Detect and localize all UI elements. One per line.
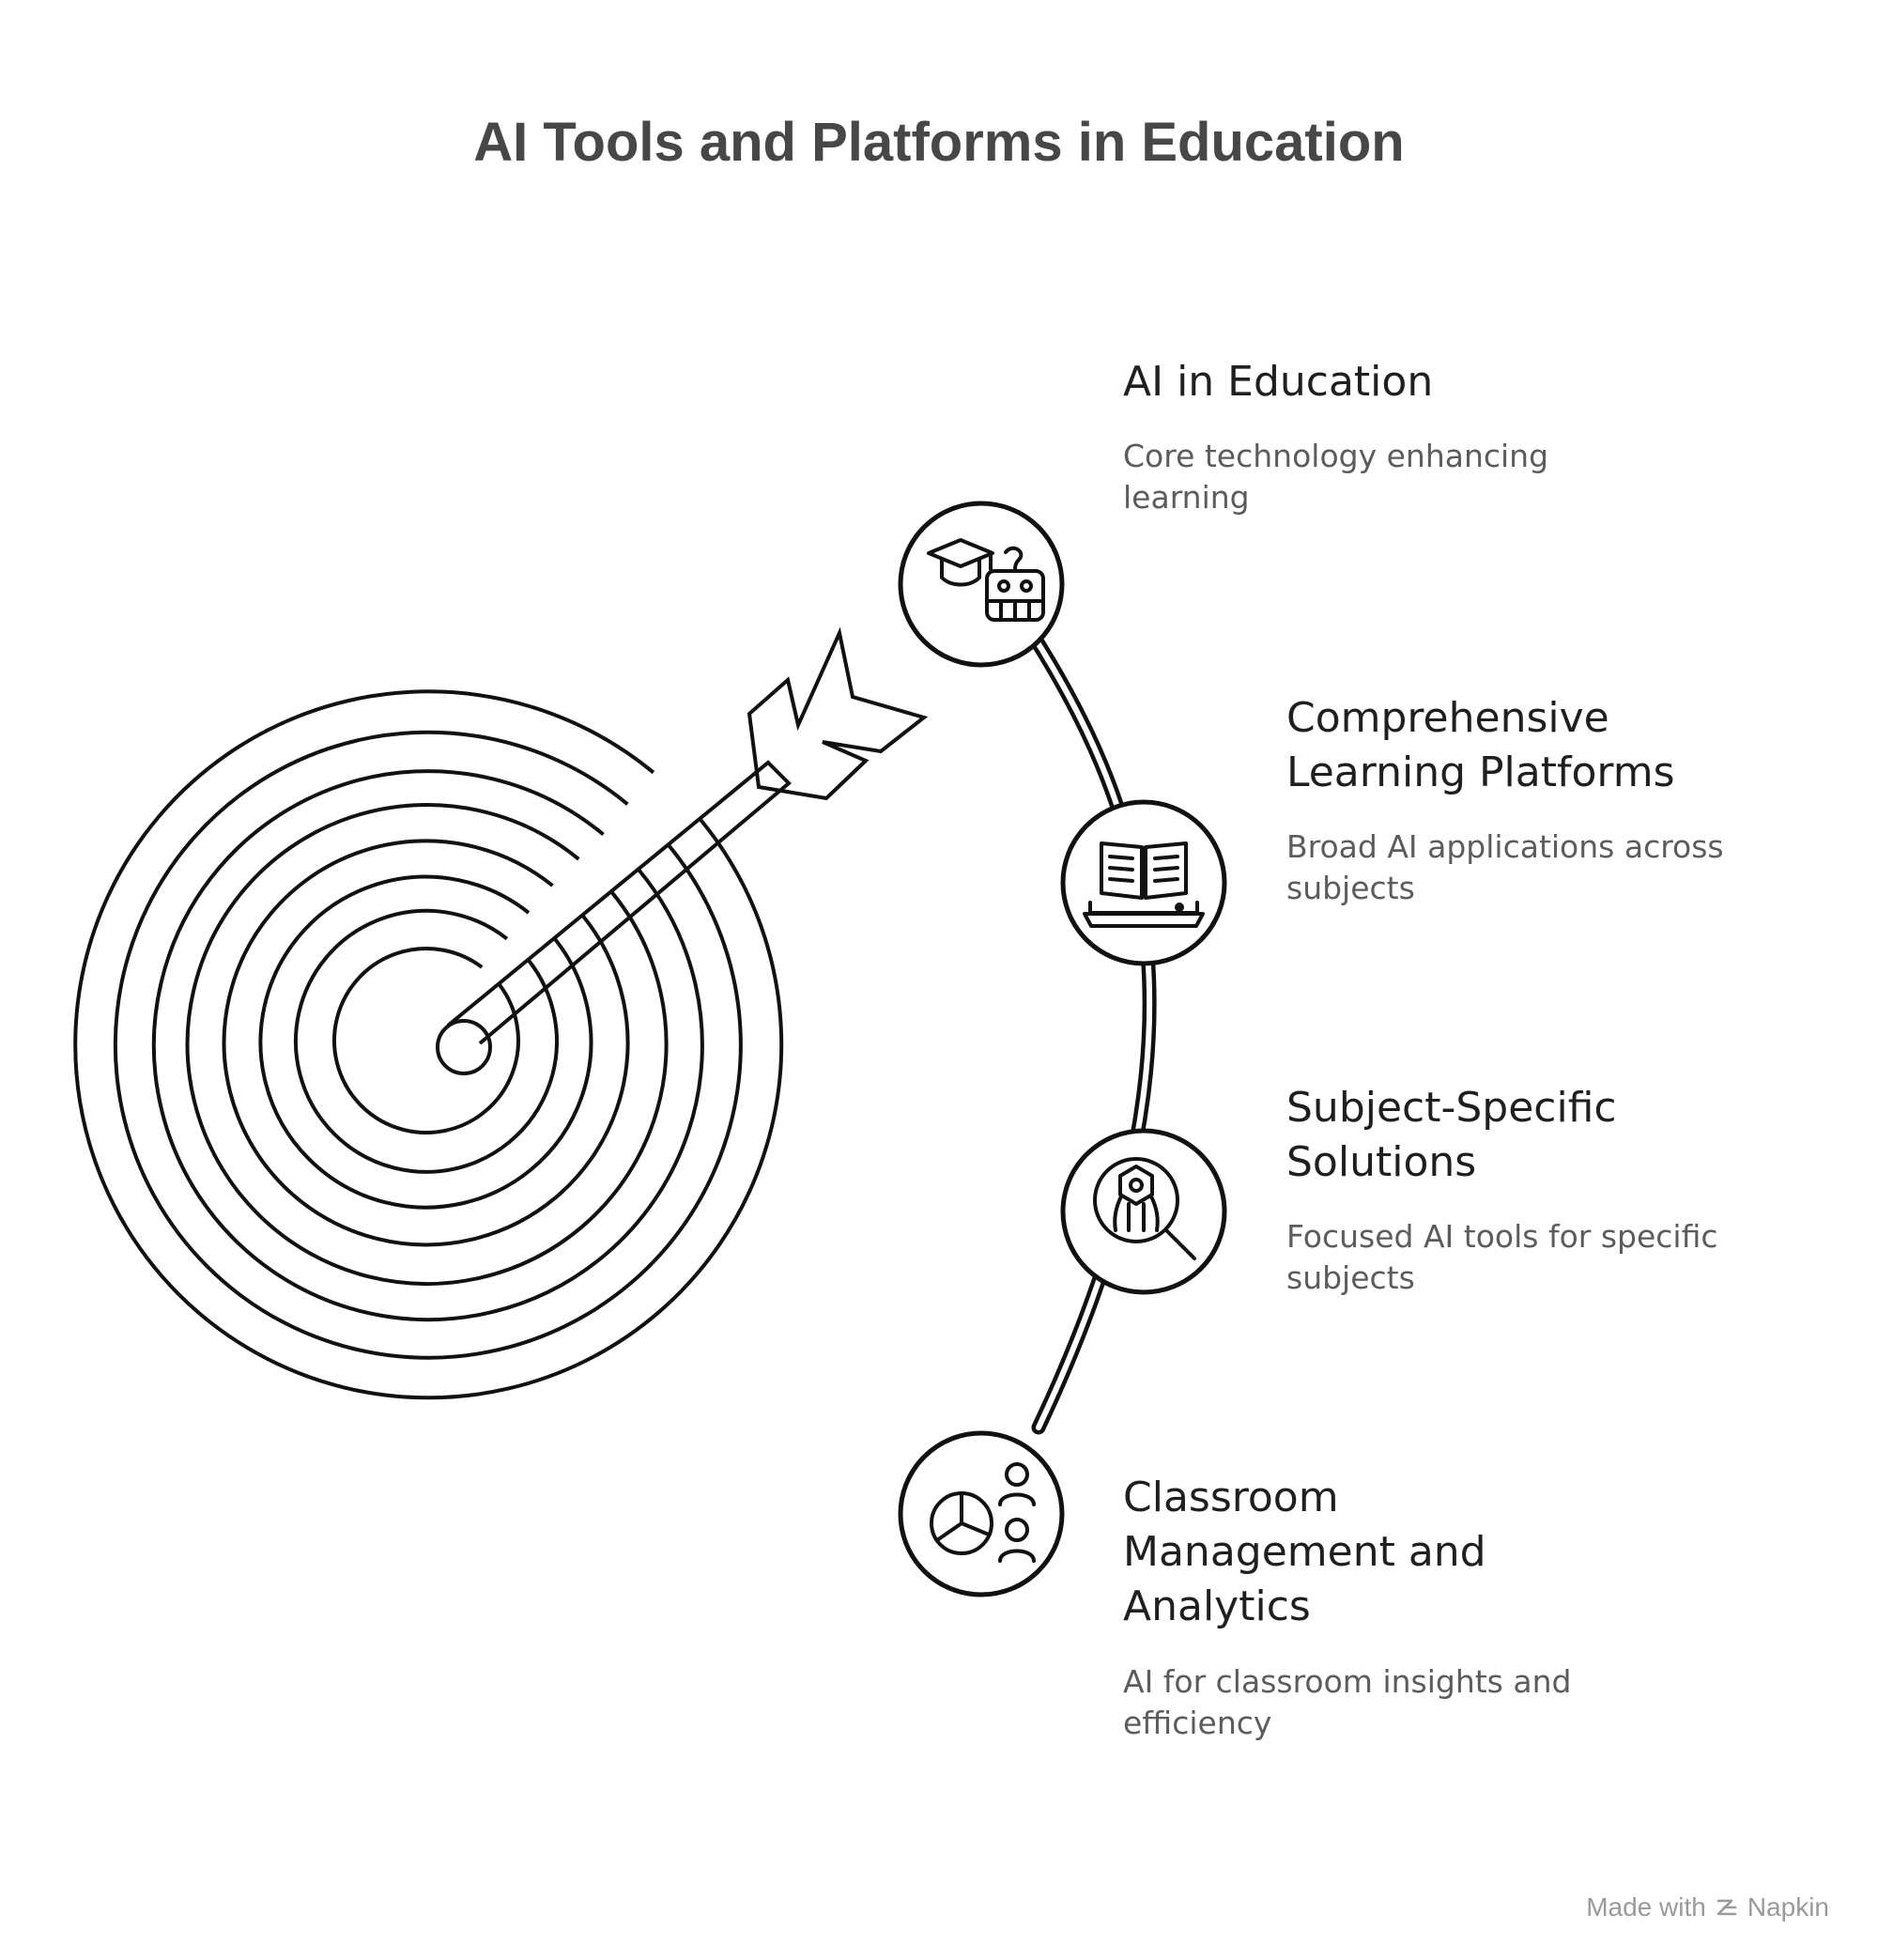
node-subject-specific-solutions (1063, 1131, 1224, 1292)
node-classroom-management-analytics (901, 1433, 1062, 1595)
item-description-comprehensive-learning-platforms: Broad AI applications across subjects (1286, 828, 1724, 906)
item-title-subject-specific-solutions: Subject-Specific Solutions (1286, 1084, 1617, 1186)
footer-attribution (1586, 1892, 1829, 1922)
item-description-classroom-management-analytics: AI for classroom insights and efficiency (1123, 1663, 1572, 1741)
napkin-brand-label: Napkin (1747, 1892, 1829, 1921)
target-ring-6 (260, 877, 591, 1208)
target-ring-2 (115, 733, 741, 1358)
node-ai-in-education (901, 503, 1062, 665)
made-with-label: Made with (1586, 1892, 1706, 1921)
target-ring-5 (224, 841, 628, 1244)
item-description-ai-in-education: Core technology enhancing learning (1123, 438, 1549, 516)
node-comprehensive-learning-platforms (1063, 802, 1224, 964)
arrow-fletching (749, 633, 924, 798)
diagram-title: AI Tools and Platforms in Education (473, 112, 1405, 173)
item-title-ai-in-education: AI in Education (1123, 358, 1434, 406)
arrow-icon (448, 633, 924, 1043)
target-ring-3 (154, 771, 702, 1320)
item-title-classroom-management-analytics: Classroom Management and Analytics (1123, 1474, 1486, 1630)
target-ring-1 (75, 691, 781, 1397)
target-bullseye (438, 1021, 490, 1073)
napkin-logo-icon (1716, 1896, 1738, 1919)
target-icon (75, 691, 781, 1397)
item-description-subject-specific-solutions: Focused AI tools for specific subjects (1286, 1218, 1718, 1296)
item-title-comprehensive-learning-platforms: Comprehensive Learning Platforms (1286, 694, 1675, 796)
